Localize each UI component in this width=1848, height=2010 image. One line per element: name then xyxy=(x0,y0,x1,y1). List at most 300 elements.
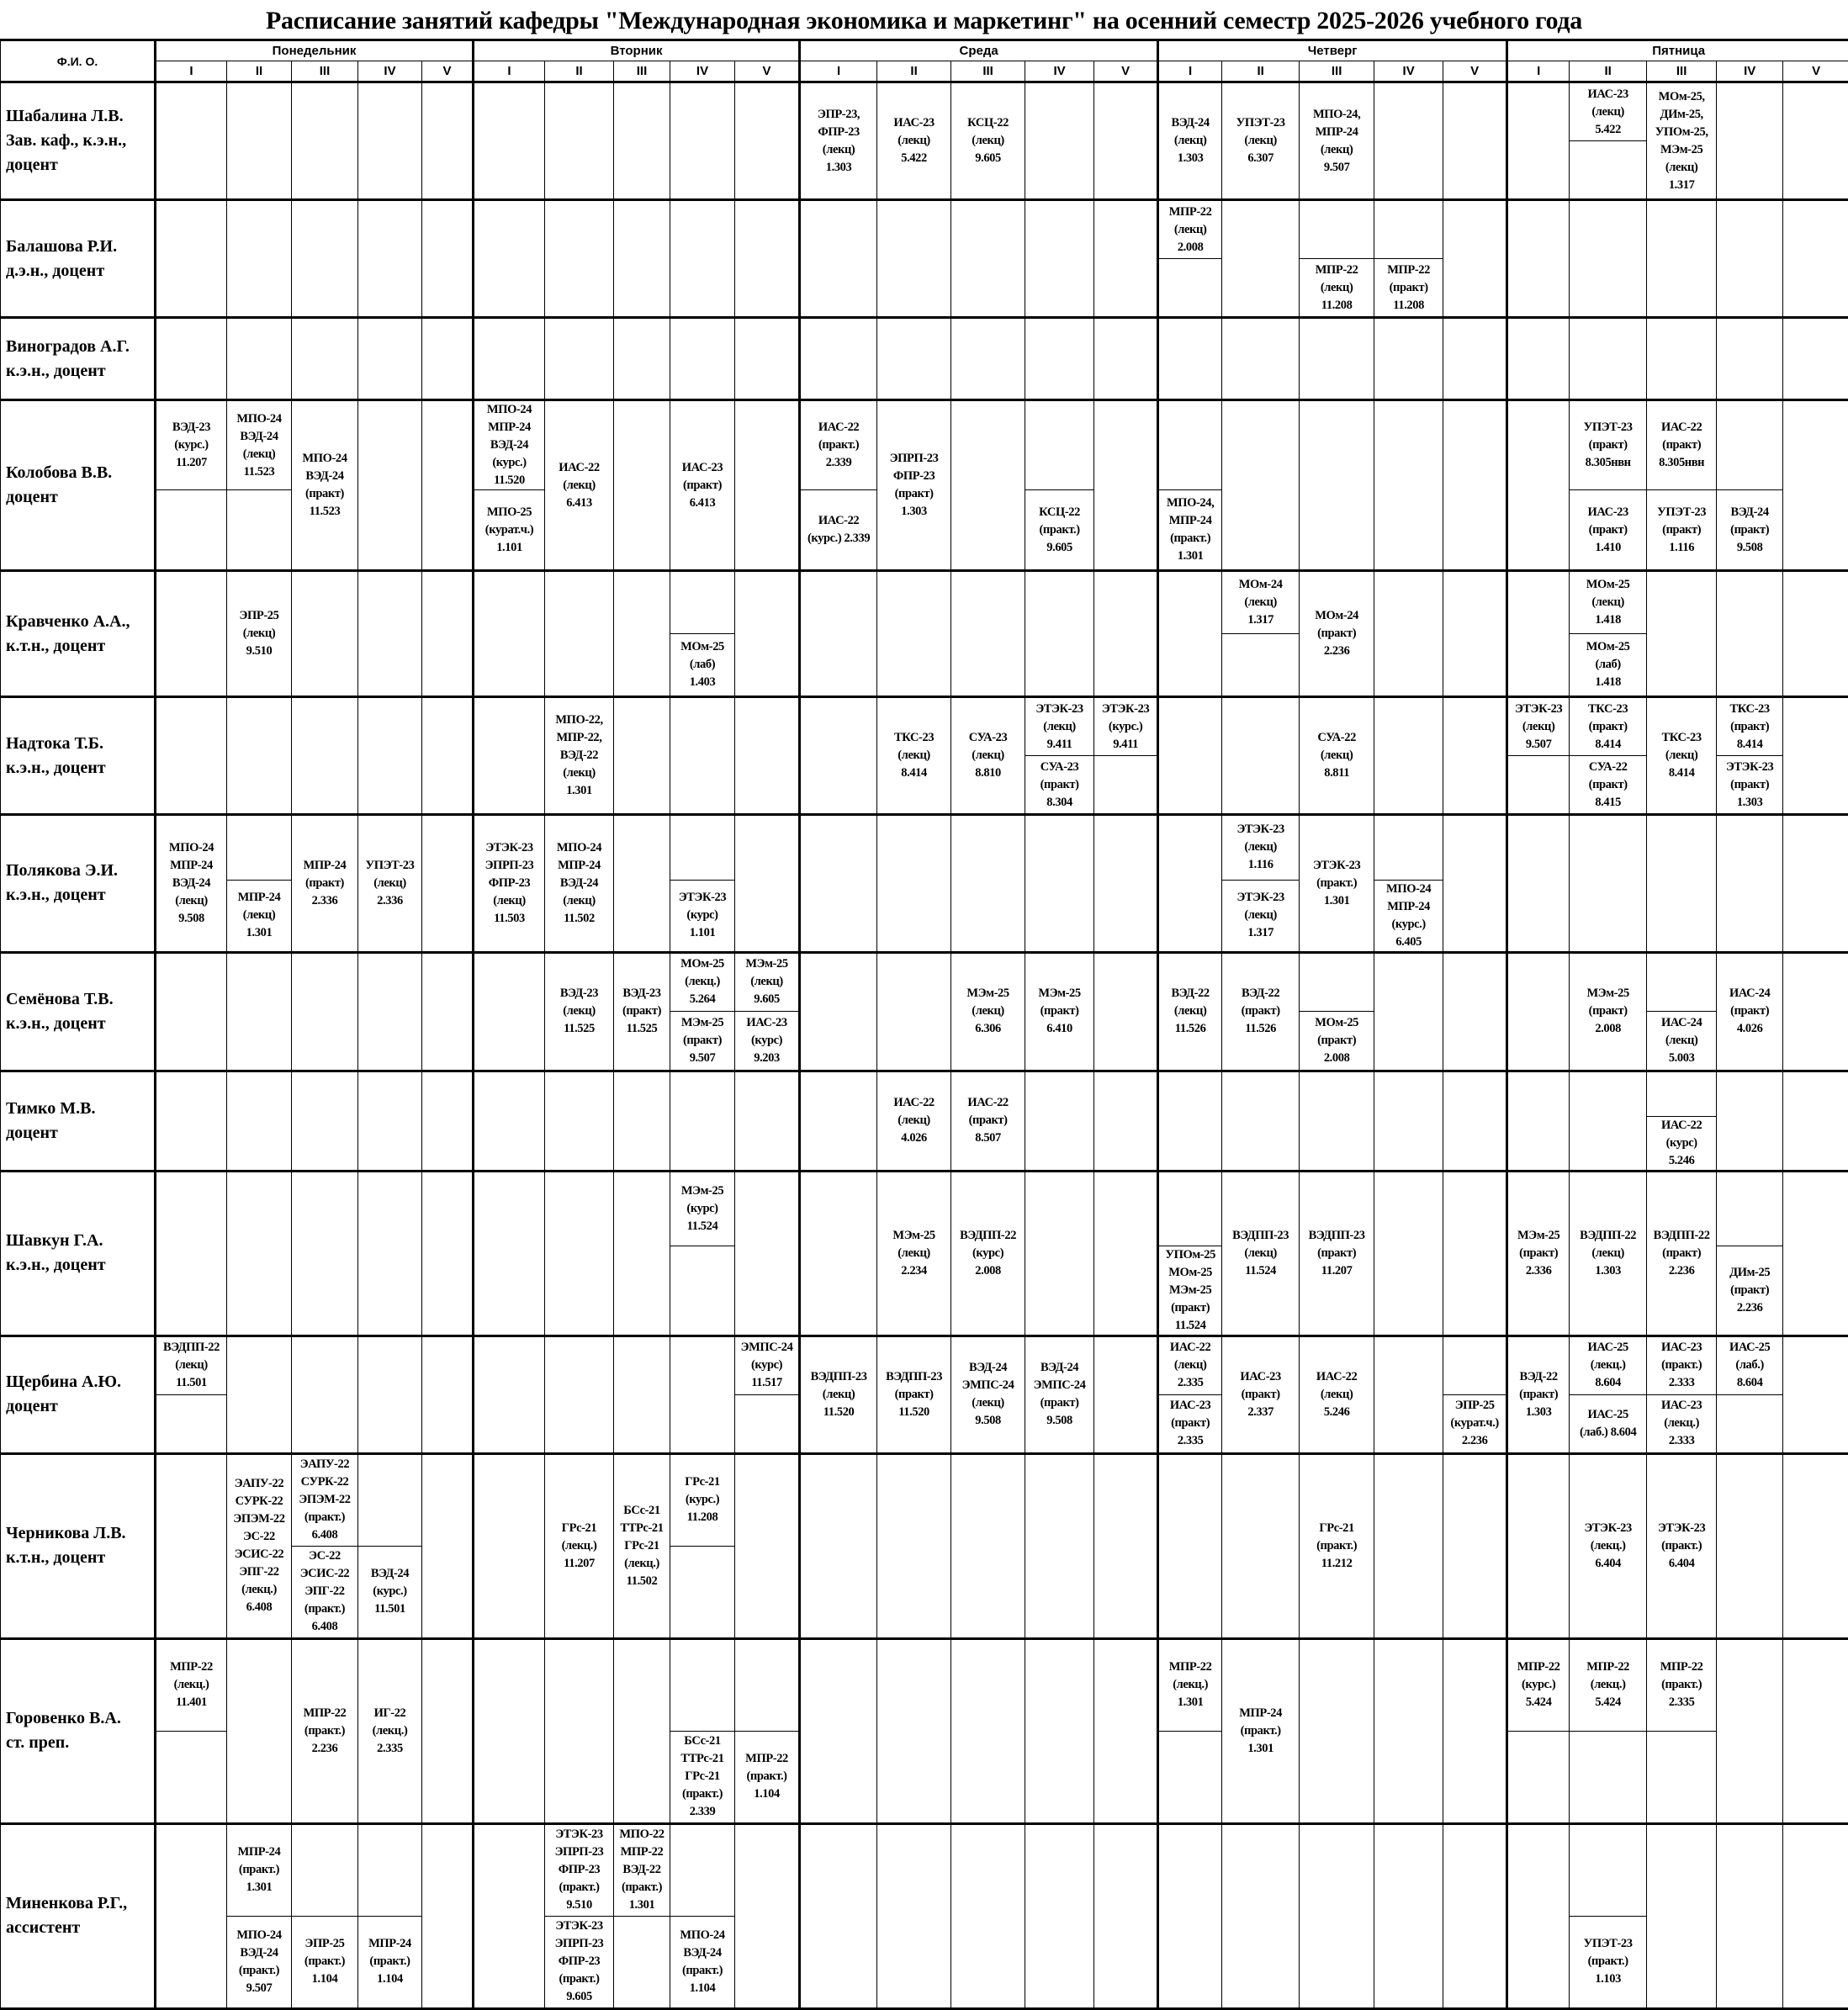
period-header: III xyxy=(1300,61,1374,82)
empty-cell xyxy=(1094,952,1158,1071)
schedule-cell-lower-week: МПО-24 ВЭД-24 (практ.) 1.104 xyxy=(670,1916,735,2008)
schedule-cell: ЭТЭК-23 (практ.) 6.404 xyxy=(1647,1453,1717,1638)
empty-cell xyxy=(951,1823,1025,2008)
empty-cell xyxy=(800,318,877,400)
empty-cell xyxy=(474,82,545,200)
schedule-cell: МЭм-25 (практ) 2.336 xyxy=(1507,1171,1570,1336)
empty-cell xyxy=(1158,318,1222,400)
period-header: V xyxy=(1094,61,1158,82)
schedule-cell-lower-week: ЭТЭК-23 (практ) 1.303 xyxy=(1717,756,1783,815)
empty-cell xyxy=(1783,1453,1848,1638)
schedule-cell-upper-week: ТКС-23 (практ) 8.414 xyxy=(1570,697,1647,756)
schedule-cell-upper-week: МОм-24 (лекц) 1.317 xyxy=(1222,571,1300,634)
empty-cell xyxy=(735,1453,800,1638)
schedule-cell: ГРс-21 (лекц.) 11.207 xyxy=(545,1453,614,1638)
empty-cell xyxy=(800,1171,877,1336)
empty-cell xyxy=(292,200,358,318)
empty-cell xyxy=(474,952,545,1071)
empty-cell xyxy=(1158,571,1222,697)
empty-cell xyxy=(1717,1638,1783,1823)
schedule-cell-upper-week xyxy=(1443,1336,1507,1394)
empty-cell xyxy=(670,82,735,200)
schedule-cell-upper-week xyxy=(1025,400,1094,490)
empty-cell xyxy=(1507,200,1570,318)
schedule-cell-lower-week xyxy=(670,1546,735,1638)
empty-cell xyxy=(951,571,1025,697)
schedule-cell-upper-week xyxy=(670,1823,735,1916)
schedule-cell-upper-week: ГРс-21 (курс.) 11.208 xyxy=(670,1453,735,1546)
period-header: V xyxy=(1443,61,1507,82)
teacher-row xyxy=(1,952,1848,1012)
schedule-cell-upper-week: МПР-24 (практ.) 1.301 xyxy=(227,1823,292,1916)
schedule-cell-upper-week: МПР-22 (практ.) 2.335 xyxy=(1647,1638,1717,1731)
schedule-cell: ВЭД-22 (практ) 1.303 xyxy=(1507,1336,1570,1453)
schedule-cell-lower-week xyxy=(1717,1394,1783,1453)
empty-cell xyxy=(800,1071,877,1171)
schedule-cell: ТКС-23 (лекц) 8.414 xyxy=(877,697,951,815)
schedule-cell-lower-week xyxy=(614,1916,670,2008)
schedule-cell: ЭТЭК-23 ЭПРП-23 ФПР-23 (лекц) 11.503 xyxy=(474,815,545,953)
empty-cell xyxy=(292,952,358,1071)
empty-cell xyxy=(292,571,358,697)
schedule-cell-lower-week: МОм-25 (практ) 2.008 xyxy=(1300,1012,1374,1071)
empty-cell xyxy=(1717,571,1783,697)
empty-cell xyxy=(1025,200,1094,318)
empty-cell xyxy=(1507,571,1570,697)
empty-cell xyxy=(358,1171,422,1336)
teacher-row xyxy=(1,200,1848,259)
empty-cell xyxy=(1783,1823,1848,2008)
empty-cell xyxy=(1443,400,1507,571)
empty-cell xyxy=(422,815,474,953)
empty-cell xyxy=(1158,815,1222,953)
schedule-cell-upper-week: МПР-22 (курс.) 5.424 xyxy=(1507,1638,1570,1731)
schedule-cell-upper-week xyxy=(1158,400,1222,490)
schedule-cell-lower-week: МОм-25 (лаб) 1.403 xyxy=(670,634,735,697)
schedule-cell-upper-week: МПО-22 МПР-22 ВЭД-22 (практ.) 1.301 xyxy=(614,1823,670,1916)
empty-cell xyxy=(614,1336,670,1453)
empty-cell xyxy=(670,1071,735,1171)
schedule-cell: ЭТЭК-23 (практ.) 1.301 xyxy=(1300,815,1374,953)
empty-cell xyxy=(156,952,227,1071)
empty-cell xyxy=(877,571,951,697)
empty-cell xyxy=(1647,200,1717,318)
empty-cell xyxy=(614,318,670,400)
empty-cell xyxy=(1025,318,1094,400)
empty-cell xyxy=(614,571,670,697)
empty-cell xyxy=(1025,1823,1094,2008)
schedule-cell-lower-week: ИАС-23 (лекц.) 2.333 xyxy=(1647,1394,1717,1453)
schedule-cell-upper-week xyxy=(1717,400,1783,490)
empty-cell xyxy=(358,400,422,571)
schedule-cell: УПЭТ-23 (лекц) 6.307 xyxy=(1222,82,1300,200)
empty-cell xyxy=(1507,815,1570,953)
schedule-cell: ЭПРП-23 ФПР-23 (практ) 1.303 xyxy=(877,400,951,571)
empty-cell xyxy=(1094,1336,1158,1453)
schedule-cell-upper-week xyxy=(670,815,735,881)
empty-cell xyxy=(227,200,292,318)
schedule-cell-upper-week: ЭТЭК-23 (лекц) 9.411 xyxy=(1025,697,1094,756)
schedule-cell-lower-week: ИАС-23 (практ) 2.335 xyxy=(1158,1394,1222,1453)
schedule-cell: МПР-24 (практ.) 1.301 xyxy=(1222,1638,1300,1823)
schedule-cell-lower-week: ЭТЭК-23 ЭПРП-23 ФПР-23 (практ.) 9.605 xyxy=(545,1916,614,2008)
empty-cell xyxy=(422,1336,474,1453)
empty-cell xyxy=(545,571,614,697)
empty-cell xyxy=(1374,1336,1443,1453)
empty-cell xyxy=(800,1453,877,1638)
schedule-cell: ВЭДПП-23 (лекц) 11.520 xyxy=(800,1336,877,1453)
empty-cell xyxy=(292,1071,358,1171)
empty-cell xyxy=(1443,1453,1507,1638)
schedule-cell: ВЭД-23 (лекц) 11.525 xyxy=(545,952,614,1071)
teacher-row xyxy=(1,815,1848,881)
empty-cell xyxy=(1443,815,1507,953)
schedule-cell-upper-week xyxy=(358,1453,422,1546)
empty-cell xyxy=(156,318,227,400)
schedule-cell-upper-week: ИАС-22 (практ.) 2.339 xyxy=(800,400,877,490)
empty-cell xyxy=(358,200,422,318)
period-header: V xyxy=(1783,61,1848,82)
period-header: III xyxy=(614,61,670,82)
empty-cell xyxy=(156,82,227,200)
empty-cell xyxy=(1570,815,1647,953)
empty-cell xyxy=(735,1171,800,1336)
period-header: III xyxy=(951,61,1025,82)
schedule-cell-lower-week xyxy=(1647,1731,1717,1823)
period-header: IV xyxy=(358,61,422,82)
schedule-cell-lower-week: МПР-22 (лекц) 11.208 xyxy=(1300,259,1374,318)
empty-cell xyxy=(545,1638,614,1823)
empty-cell xyxy=(1507,82,1570,200)
period-header: II xyxy=(227,61,292,82)
empty-cell xyxy=(614,1638,670,1823)
empty-cell xyxy=(735,82,800,200)
empty-cell xyxy=(422,1638,474,1823)
empty-cell xyxy=(227,1336,292,1453)
schedule-cell: БСс-21 ТТРс-21 ГРс-21 (лекц.) 11.502 xyxy=(614,1453,670,1638)
empty-cell xyxy=(735,1071,800,1171)
empty-cell xyxy=(358,82,422,200)
schedule-cell: ВЭД-22 (практ) 11.526 xyxy=(1222,952,1300,1071)
schedule-cell-upper-week: ЭТЭК-23 (лекц) 9.507 xyxy=(1507,697,1570,756)
empty-cell xyxy=(156,1453,227,1638)
empty-cell xyxy=(1507,1823,1570,2008)
empty-cell xyxy=(1647,318,1717,400)
empty-cell xyxy=(1094,82,1158,200)
schedule-cell: МПР-24 (практ) 2.336 xyxy=(292,815,358,953)
schedule-cell-upper-week: МПР-22 (лекц) 2.008 xyxy=(1158,200,1222,259)
teacher-row xyxy=(1,1171,1848,1246)
schedule-cell-upper-week xyxy=(1374,815,1443,881)
empty-cell xyxy=(1374,1171,1443,1336)
empty-cell xyxy=(877,200,951,318)
schedule-cell-lower-week: СУА-22 (практ) 8.415 xyxy=(1570,756,1647,815)
schedule-cell-lower-week: УПЭТ-23 (практ) 1.116 xyxy=(1647,490,1717,571)
empty-cell xyxy=(156,697,227,815)
empty-cell xyxy=(292,1171,358,1336)
empty-cell xyxy=(358,952,422,1071)
schedule-cell-upper-week: ИАС-23 (лекц) 5.422 xyxy=(1570,82,1647,141)
empty-cell xyxy=(800,697,877,815)
schedule-cell-upper-week xyxy=(1647,952,1717,1012)
empty-cell xyxy=(474,1171,545,1336)
empty-cell xyxy=(670,200,735,318)
schedule-cell-lower-week: УПЭТ-23 (практ.) 1.103 xyxy=(1570,1916,1647,2008)
empty-cell xyxy=(1374,697,1443,815)
teacher-row xyxy=(1,571,1848,634)
schedule-cell-lower-week: МПО-25 (курат.ч.) 1.101 xyxy=(474,490,545,571)
empty-cell xyxy=(227,318,292,400)
schedule-cell: ИГ-22 (лекц.) 2.335 xyxy=(358,1638,422,1823)
empty-cell xyxy=(292,82,358,200)
period-header: I xyxy=(800,61,877,82)
empty-cell xyxy=(1094,815,1158,953)
schedule-cell: ВЭДПП-23 (практ) 11.207 xyxy=(1300,1171,1374,1336)
empty-cell xyxy=(1222,318,1300,400)
schedule-cell-lower-week xyxy=(1222,634,1300,697)
empty-cell xyxy=(1300,1638,1374,1823)
teacher-row xyxy=(1,1453,1848,1546)
empty-cell xyxy=(474,571,545,697)
teacher-row xyxy=(1,1336,1848,1394)
empty-cell xyxy=(474,1453,545,1638)
schedule-cell-lower-week: ИАС-23 (курс) 9.203 xyxy=(735,1012,800,1071)
empty-cell xyxy=(1717,1071,1783,1171)
empty-cell xyxy=(670,318,735,400)
empty-cell xyxy=(1374,82,1443,200)
schedule-cell: МПО-24 МПР-24 ВЭД-24 (лекц) 9.508 xyxy=(156,815,227,953)
schedule-cell-lower-week: ИАС-22 (курс.) 2.339 xyxy=(800,490,877,571)
schedule-cell: МОм-24 (практ) 2.236 xyxy=(1300,571,1374,697)
schedule-cell: ИАС-22 (лекц) 5.246 xyxy=(1300,1336,1374,1453)
empty-cell xyxy=(1222,697,1300,815)
empty-cell xyxy=(1783,1071,1848,1171)
schedule-cell-lower-week: ИАС-22 (курс) 5.246 xyxy=(1647,1116,1717,1171)
empty-cell xyxy=(474,318,545,400)
teacher-name: Балашова Р.И. д.э.н., доцент xyxy=(1,200,156,318)
schedule-cell-upper-week: МЭм-25 (курс) 11.524 xyxy=(670,1171,735,1246)
schedule-cell-lower-week xyxy=(1507,756,1570,815)
empty-cell xyxy=(1647,571,1717,697)
empty-cell xyxy=(422,82,474,200)
schedule-cell-upper-week: ЭТЭК-23 (лекц) 1.116 xyxy=(1222,815,1300,881)
schedule-cell: ТКС-23 (лекц) 8.414 xyxy=(1647,697,1717,815)
period-header: IV xyxy=(670,61,735,82)
schedule-cell-upper-week: МПР-22 (лекц.) 1.301 xyxy=(1158,1638,1222,1731)
day-header: Понедельник xyxy=(156,40,474,61)
empty-cell xyxy=(1783,571,1848,697)
schedule-cell-lower-week xyxy=(1158,259,1222,318)
empty-cell xyxy=(800,200,877,318)
schedule-cell-lower-week xyxy=(1570,1731,1647,1823)
empty-cell xyxy=(877,318,951,400)
schedule-cell-upper-week xyxy=(670,571,735,634)
empty-cell xyxy=(1783,400,1848,571)
schedule-cell: ИАС-24 (практ) 4.026 xyxy=(1717,952,1783,1071)
schedule-cell-upper-week xyxy=(1717,1171,1783,1246)
empty-cell xyxy=(1025,571,1094,697)
empty-cell xyxy=(1094,1453,1158,1638)
empty-cell xyxy=(735,400,800,571)
empty-cell xyxy=(1222,400,1300,571)
day-header: Четверг xyxy=(1158,40,1507,61)
teacher-row xyxy=(1,318,1848,359)
empty-cell xyxy=(1717,318,1783,400)
period-header: III xyxy=(292,61,358,82)
schedule-cell: МПО-24 МПР-24 ВЭД-24 (лекц) 11.502 xyxy=(545,815,614,953)
empty-cell xyxy=(1783,318,1848,400)
empty-cell xyxy=(1374,571,1443,697)
schedule-cell-lower-week: ЭТЭК-23 (курс) 1.101 xyxy=(670,880,735,952)
empty-cell xyxy=(1443,1823,1507,2008)
empty-cell xyxy=(1094,200,1158,318)
schedule-cell: ВЭДПП-23 (лекц) 11.524 xyxy=(1222,1171,1300,1336)
empty-cell xyxy=(1443,1171,1507,1336)
period-header: II xyxy=(1570,61,1647,82)
schedule-cell-lower-week: ВЭД-24 (практ) 9.508 xyxy=(1717,490,1783,571)
empty-cell xyxy=(1507,318,1570,400)
empty-cell xyxy=(614,82,670,200)
schedule-cell: ВЭДПП-22 (лекц) 1.303 xyxy=(1570,1171,1647,1336)
empty-cell xyxy=(1717,200,1783,318)
empty-cell xyxy=(1374,318,1443,400)
schedule-cell: ИАС-22 (лекц) 4.026 xyxy=(877,1071,951,1171)
empty-cell xyxy=(1222,1453,1300,1638)
schedule-cell-upper-week: ВЭДПП-22 (лекц) 11.501 xyxy=(156,1336,227,1394)
schedule-cell: ВЭДПП-23 (практ) 11.520 xyxy=(877,1336,951,1453)
teacher-name: Полякова Э.И. к.э.н., доцент xyxy=(1,815,156,953)
day-header: Вторник xyxy=(474,40,800,61)
schedule-cell-lower-week: МПР-24 (лекц) 1.301 xyxy=(227,880,292,952)
empty-cell xyxy=(735,571,800,697)
schedule-cell: ИАС-22 (лекц) 6.413 xyxy=(545,400,614,571)
period-header: II xyxy=(1222,61,1300,82)
empty-cell xyxy=(877,815,951,953)
schedule-cell-upper-week: ЭАПУ-22 СУРК-22 ЭПЭМ-22 (практ.) 6.408 xyxy=(292,1453,358,1546)
empty-cell xyxy=(735,200,800,318)
empty-cell xyxy=(1300,1823,1374,2008)
empty-cell xyxy=(614,1071,670,1171)
empty-cell xyxy=(358,1336,422,1453)
schedule-cell-lower-week: ИАС-23 (практ) 1.410 xyxy=(1570,490,1647,571)
empty-cell xyxy=(292,318,358,400)
period-header: V xyxy=(735,61,800,82)
schedule-cell-lower-week: БСс-21 ТТРс-21 ГРс-21 (практ.) 2.339 xyxy=(670,1731,735,1823)
teacher-name: Виноградов А.Г. к.э.н., доцент xyxy=(1,318,156,400)
teacher-name: Кравченко А.А., к.т.н., доцент xyxy=(1,571,156,697)
schedule-cell: ИАС-23 (практ) 6.413 xyxy=(670,400,735,571)
empty-cell xyxy=(800,1823,877,2008)
empty-cell xyxy=(1374,1638,1443,1823)
schedule-cell-lower-week: МПР-22 (практ) 11.208 xyxy=(1374,259,1443,318)
empty-cell xyxy=(614,815,670,953)
schedule-cell-upper-week: ИАС-22 (практ) 8.305нвн xyxy=(1647,400,1717,490)
empty-cell xyxy=(227,1071,292,1171)
empty-cell xyxy=(951,400,1025,571)
empty-cell xyxy=(1570,200,1647,318)
teacher-name: Шабалина Л.В. Зав. каф., к.э.н., доцент xyxy=(1,82,156,200)
empty-cell xyxy=(422,400,474,571)
period-header: IV xyxy=(1717,61,1783,82)
empty-cell xyxy=(1783,200,1848,318)
empty-cell xyxy=(670,697,735,815)
empty-cell xyxy=(951,318,1025,400)
empty-cell xyxy=(474,200,545,318)
empty-cell xyxy=(1025,1638,1094,1823)
empty-cell xyxy=(1507,952,1570,1071)
empty-cell xyxy=(156,1171,227,1336)
period-header: II xyxy=(877,61,951,82)
empty-cell xyxy=(800,571,877,697)
empty-cell xyxy=(1443,952,1507,1071)
schedule-cell-upper-week xyxy=(358,1823,422,1916)
teacher-name: Черникова Л.В. к.т.н., доцент xyxy=(1,1453,156,1638)
schedule-cell-upper-week xyxy=(292,1823,358,1916)
empty-cell xyxy=(1158,1071,1222,1171)
schedule-cell: ЭПР-25 (лекц) 9.510 xyxy=(227,571,292,697)
empty-cell xyxy=(1570,318,1647,400)
schedule-cell-upper-week: ИАС-22 (лекц) 2.335 xyxy=(1158,1336,1222,1394)
empty-cell xyxy=(422,1823,474,2008)
empty-cell xyxy=(1300,318,1374,400)
empty-cell xyxy=(877,1638,951,1823)
empty-cell xyxy=(1443,82,1507,200)
teacher-row xyxy=(1,400,1848,490)
empty-cell xyxy=(1158,697,1222,815)
empty-cell xyxy=(735,318,800,400)
empty-cell xyxy=(1783,1171,1848,1336)
empty-cell xyxy=(1222,1071,1300,1171)
schedule-cell: МОм-25, ДИм-25, УПОм-25, МЭм-25 (лекц) 1.317 xyxy=(1647,82,1717,200)
empty-cell xyxy=(877,1453,951,1638)
empty-cell xyxy=(156,1071,227,1171)
schedule-cell-lower-week xyxy=(156,490,227,571)
empty-cell xyxy=(1443,1638,1507,1823)
schedule-cell-upper-week: МПО-24 МПР-24 ВЭД-24 (курс.) 11.520 xyxy=(474,400,545,490)
empty-cell xyxy=(614,400,670,571)
schedule-cell: МПО-24 ВЭД-24 (практ) 11.523 xyxy=(292,400,358,571)
empty-cell xyxy=(545,1336,614,1453)
period-header: I xyxy=(1158,61,1222,82)
schedule-cell-lower-week: ВЭД-24 (курс.) 11.501 xyxy=(358,1546,422,1638)
empty-cell xyxy=(735,697,800,815)
empty-cell xyxy=(358,318,422,400)
schedule-table xyxy=(0,39,1848,2010)
empty-cell xyxy=(156,1823,227,2008)
empty-cell xyxy=(422,1453,474,1638)
empty-cell xyxy=(1507,1071,1570,1171)
teacher-name: Щербина А.Ю. доцент xyxy=(1,1336,156,1453)
empty-cell xyxy=(545,82,614,200)
empty-cell xyxy=(951,815,1025,953)
empty-cell xyxy=(422,1171,474,1336)
schedule-cell-lower-week: СУА-23 (практ) 8.304 xyxy=(1025,756,1094,815)
empty-cell xyxy=(1094,400,1158,571)
schedule-cell: ЭПР-23, ФПР-23 (лекц) 1.303 xyxy=(800,82,877,200)
schedule-cell: ВЭД-23 (практ) 11.525 xyxy=(614,952,670,1071)
schedule-cell: МЭм-25 (практ) 2.008 xyxy=(1570,952,1647,1071)
schedule-cell-upper-week: ИАС-25 (лекц.) 8.604 xyxy=(1570,1336,1647,1394)
schedule-cell: ИАС-22 (практ) 8.507 xyxy=(951,1071,1025,1171)
schedule-cell: КСЦ-22 (лекц) 9.605 xyxy=(951,82,1025,200)
empty-cell xyxy=(1647,1823,1717,2008)
empty-cell xyxy=(545,1171,614,1336)
schedule-cell-lower-week: ЭПР-25 (практ.) 1.104 xyxy=(292,1916,358,2008)
empty-cell xyxy=(422,1071,474,1171)
schedule-cell: ВЭДПП-22 (практ) 2.236 xyxy=(1647,1171,1717,1336)
schedule-cell: МПО-24, МПР-24 (лекц) 9.507 xyxy=(1300,82,1374,200)
schedule-cell-upper-week: ЭТЭК-23 ЭПРП-23 ФПР-23 (практ.) 9.510 xyxy=(545,1823,614,1916)
